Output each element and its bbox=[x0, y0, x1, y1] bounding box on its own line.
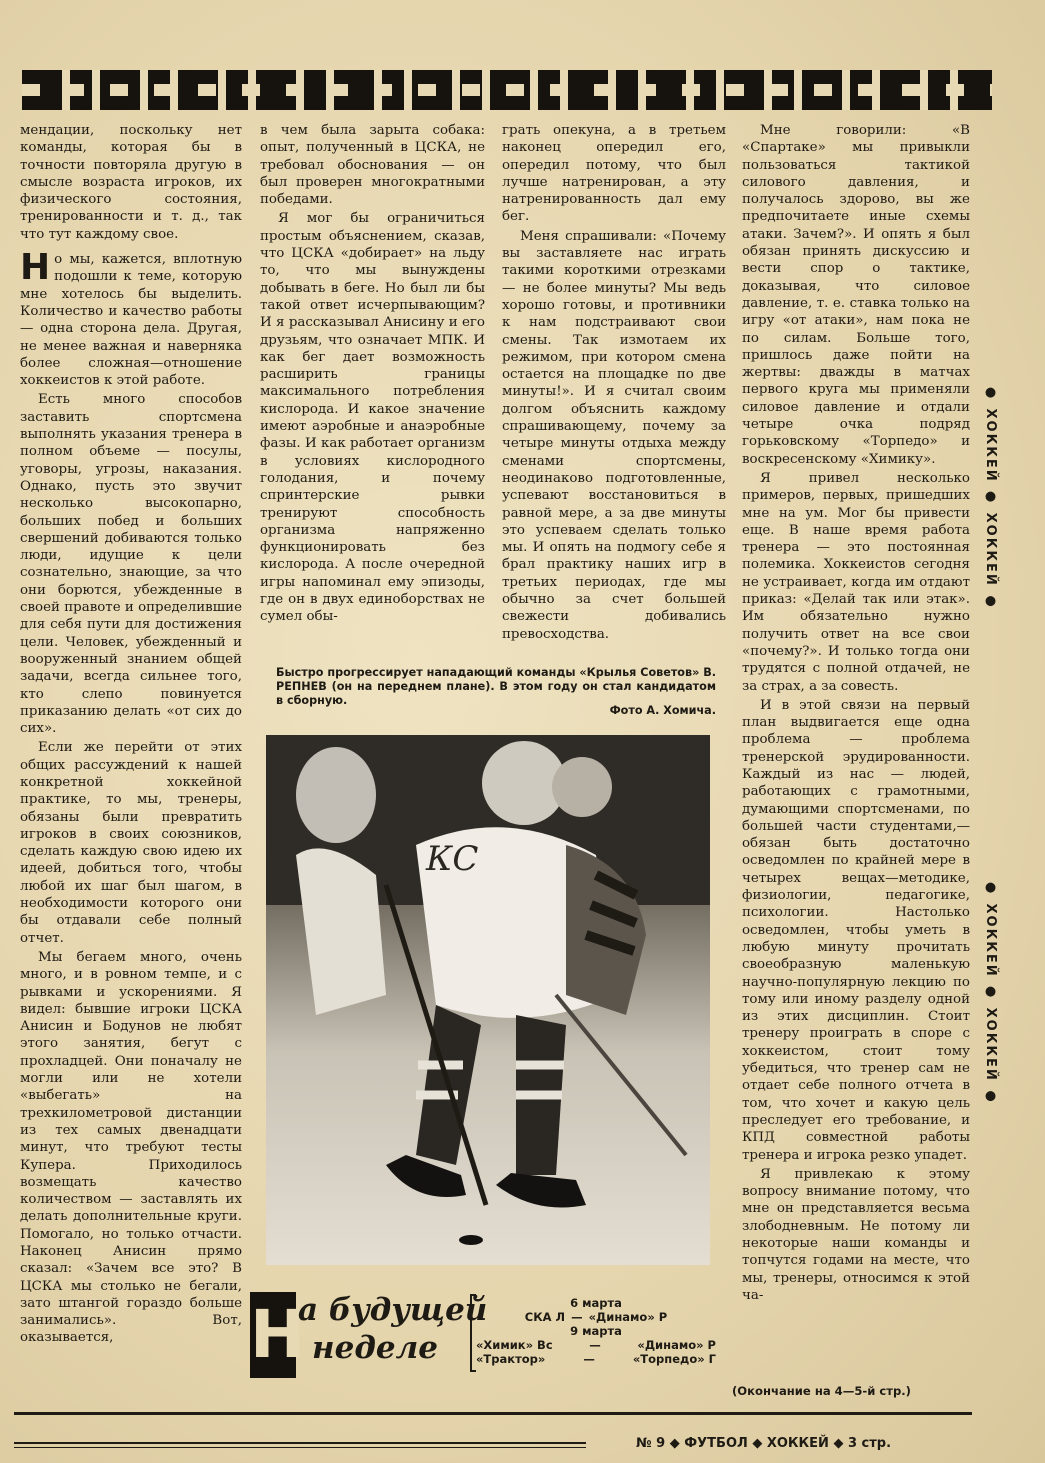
photo-caption: Быстро прогрессирует нападающий команды «Крылья Советов» В. РЕПНЕВ (он на переднем плане). В этом году он стал кандидатом в сборную. bbox=[276, 666, 716, 707]
article-column-1 bbox=[20, 122, 242, 1349]
bottom-rule bbox=[14, 1412, 972, 1415]
schedule-bracket bbox=[470, 1294, 476, 1372]
drop-cap: Н bbox=[20, 247, 51, 289]
page-footer: № 9 ◆ ФУТБОЛ ◆ ХОККЕЙ ◆ 3 стр. bbox=[636, 1436, 892, 1451]
svg-text:КС: КС bbox=[426, 839, 479, 879]
schedule-match bbox=[476, 1338, 716, 1352]
paragraph: Я привлекаю к этому вопросу внимание потому, что мне он представляется весьма злободневным. Не потому ли некоторые наши команды и топчутся годами на месте, что мы, тренеры, относимся к этой ча- bbox=[742, 1166, 970, 1303]
schedule-match bbox=[476, 1310, 716, 1324]
photo-credit: Фото А. Хомича. bbox=[609, 704, 716, 717]
decorative-top-band bbox=[22, 70, 992, 110]
article-column-2 bbox=[260, 122, 485, 628]
hockey-photo bbox=[266, 735, 710, 1265]
dash: — bbox=[571, 1310, 583, 1324]
schedule-date: 9 марта bbox=[570, 1324, 622, 1338]
schedule-match bbox=[476, 1352, 716, 1366]
away-team: «Торпедо» Г bbox=[632, 1352, 716, 1366]
match-schedule bbox=[476, 1296, 716, 1366]
paragraph: грать опекуна, а в третьем наконец опередил его, опередил потому, что был лучше натренирован, а эту натренированность дал ему бег. bbox=[502, 123, 726, 225]
heading-initial: Н bbox=[250, 1292, 296, 1378]
dash: — bbox=[589, 1338, 601, 1352]
paragraph: Мы бегаем много, очень много, и в ровном темпе, и с рывками и ускорениями. Я видел: бывшие игроки ЦСКА Анисин и Бодунов не любят этого занятия, бегут с прохладцей. Они поначалу не могли или не хотели «выбегать» на трехкилометровой дистанции из тех самых двенадцати минут, что требуют тесты Купера. Приходилось возмещать качество количеством — заставлять их делать дополнительные круги. Помогало, но только отчасти. Наконец Анисин прямо сказал: «Зачем все это? В ЦСКА мы столько не бегали, зато штангой гораздо больше занимались». Вот, оказывается, bbox=[20, 949, 242, 1346]
paragraph: Мне говорили: «В «Спартаке» мы привыкли пользоваться тактикой силового давления, и получалось здорово, вы же предпочитаете иные схемы атаки. Зачем?». И опять я был обязан принять дискуссию и вести спор о тактике, доказывая, что силовое давление, т. е. ставка только на игру «от атаки», нам пока не по силам. Больше того, пришлось даже пойти на жертвы: дважды в матчах первого круга мы применяли силовое давление и отдали четыре очка подряд горьковскому «Торпедо» и воскресенскому «Химику». bbox=[742, 123, 970, 467]
paragraph: Я привел несколько примеров, первых, пришедших мне на ум. Мог бы привести еще. В наше время работа тренера — это постоянная полемика. Хоккеистов сегодня не устраивает, когда им отдают приказ: «Делай так или этак». Им обязательно нужно получить ответ на все свои «почему?». И только тогда они трудятся с полной отдачей, не за страх, а за совесть. bbox=[742, 470, 970, 694]
paragraph: Я мог бы ограничиться простым объяснением, сказав, что ЦСКА «добирает» на льду то, что мы вынуждены добывать в беге. Но был ли бы такой ответ исчерпывающим? И я рассказывал Анисину и его друзьям, что означает МПК. И как бег дает возможность расширить границы максимального потребления кислорода. И какое значение имеют аэробные и анаэробные фазы. И как работает организм в условиях кислородного голодания, и почему спринтерские рывки тренируют способность организма напряженно функционировать без кислорода. А после очередной игры напоминал ему эпизоды, где он в двух единоборствах не сумел обы- bbox=[260, 211, 485, 625]
schedule-date: 6 марта bbox=[570, 1296, 622, 1310]
footer-rule bbox=[14, 1442, 586, 1444]
heading-line-2: неделе bbox=[312, 1330, 439, 1366]
next-week-heading bbox=[250, 1292, 488, 1378]
home-team: СКА Л bbox=[524, 1310, 566, 1324]
paragraph: Меня спрашивали: «Почему вы заставляете нас играть такими короткими отрезками — не более минуты? Мы ведь хорошо готовы, и противники к нам подстраивают свои смены. Так измотаем их режимом, при котором смена остается на площадке по две минуты!». И я считал своим долгом объяснить каждому спрашивающему, почему за четыре минуты отдыха между сменами спортсмены, неодинаково подготовленные, успевают восстановиться в равной мере, а за две минуты это успеваем сделать только мы. И опять на подмогу себе я брал практику наших игр в третьих периодах, где мы обычно за счет большей свежести добивались превосходства. bbox=[502, 228, 726, 642]
article-column-3 bbox=[502, 122, 726, 645]
section-label-hockey: ● ХОККЕЙ ● ХОККЕЙ ● bbox=[983, 880, 998, 1106]
footer-rule bbox=[14, 1447, 586, 1448]
hockey-players-illustration bbox=[266, 735, 710, 1265]
continuation-note: (Окончание на 4—5-й стр.) bbox=[732, 1384, 911, 1398]
heading-line-1: а будущей bbox=[298, 1292, 488, 1328]
paragraph: Есть много способов заставить спортсмена выполнять указания тренера в полном объеме — посулы, уговоры, угрозы, наказания. Однако, пусть это звучит несколько высокопарно, больших побед и больших свершений добиваются только люди, идущие к цели сознательно, знающие, за что они борются, убежденные в своей правоте и определившие для себя пути для достижения цели. Человек, убежденный и вооруженный знанием общей задачи, всегда сильнее того, кто слепо повинуется приказанию делать «от сих до сих». bbox=[20, 392, 242, 737]
away-team: «Динамо» Р bbox=[637, 1338, 716, 1352]
paragraph bbox=[20, 247, 242, 389]
home-team: «Трактор» bbox=[476, 1352, 546, 1366]
paragraph-text: о мы, кажется, вплотную подошли к теме, которую мне хотелось бы выделить. Количество и качество работы — одна сторона дела. Другая, не менее важная и наверняка более сложная—отношение хоккеистов к этой работе. bbox=[20, 252, 242, 389]
away-team: «Динамо» Р bbox=[588, 1310, 668, 1324]
paragraph: в чем была зарыта собака: опыт, полученный в ЦСКА, не требовал обоснования — он был проверен многократными победами. bbox=[260, 123, 485, 208]
section-label-hockey: ● ХОККЕЙ ● ХОККЕЙ ● bbox=[983, 385, 998, 611]
dash: — bbox=[583, 1352, 595, 1366]
home-team: «Химик» Вс bbox=[476, 1338, 553, 1352]
paragraph: мендации, поскольку нет команды, которая бы в точности повторяла другую в смысле возраста игроков, их физического состояния, тренированности и т. д., так что тут каждому свое. bbox=[20, 123, 242, 242]
paragraph: Если же перейти от этих общих рассуждений к нашей конкретной хоккейной практике, то мы, тренеры, обязаны были превратить игроков в своих союзников, сделать каждую свою идею их идеей, добиться того, чтобы любой их шаг был шагом, в необходимости которого они бы отдавали себе полный отчет. bbox=[20, 740, 242, 946]
paragraph: И в этой связи на первый план выдвигается еще одна проблема — проблема тренерской эрудированности. Каждый из нас — людей, работающих с грамотными, думающими спортсменами, по большей части студентами,—обязан быть достаточно осведомлен по крайней мере в четырех вещах—методике, физиологии, педагогике, психологии. Настолько осведомлен, чтобы уметь в любую минуту прочитать своеобразную маленькую научно-популярную лекцию по тому или иному разделу одной из этих дисциплин. Стоит тренеру проиграть в споре с хоккеистом, стоит тому убедиться, что тренер сам не отдает себе полного отчета в том, что хочет и какую цель преследует его требование, и КПД совместной работы тренера и игрока резко упадет. bbox=[742, 697, 970, 1163]
article-column-4 bbox=[742, 122, 970, 1306]
